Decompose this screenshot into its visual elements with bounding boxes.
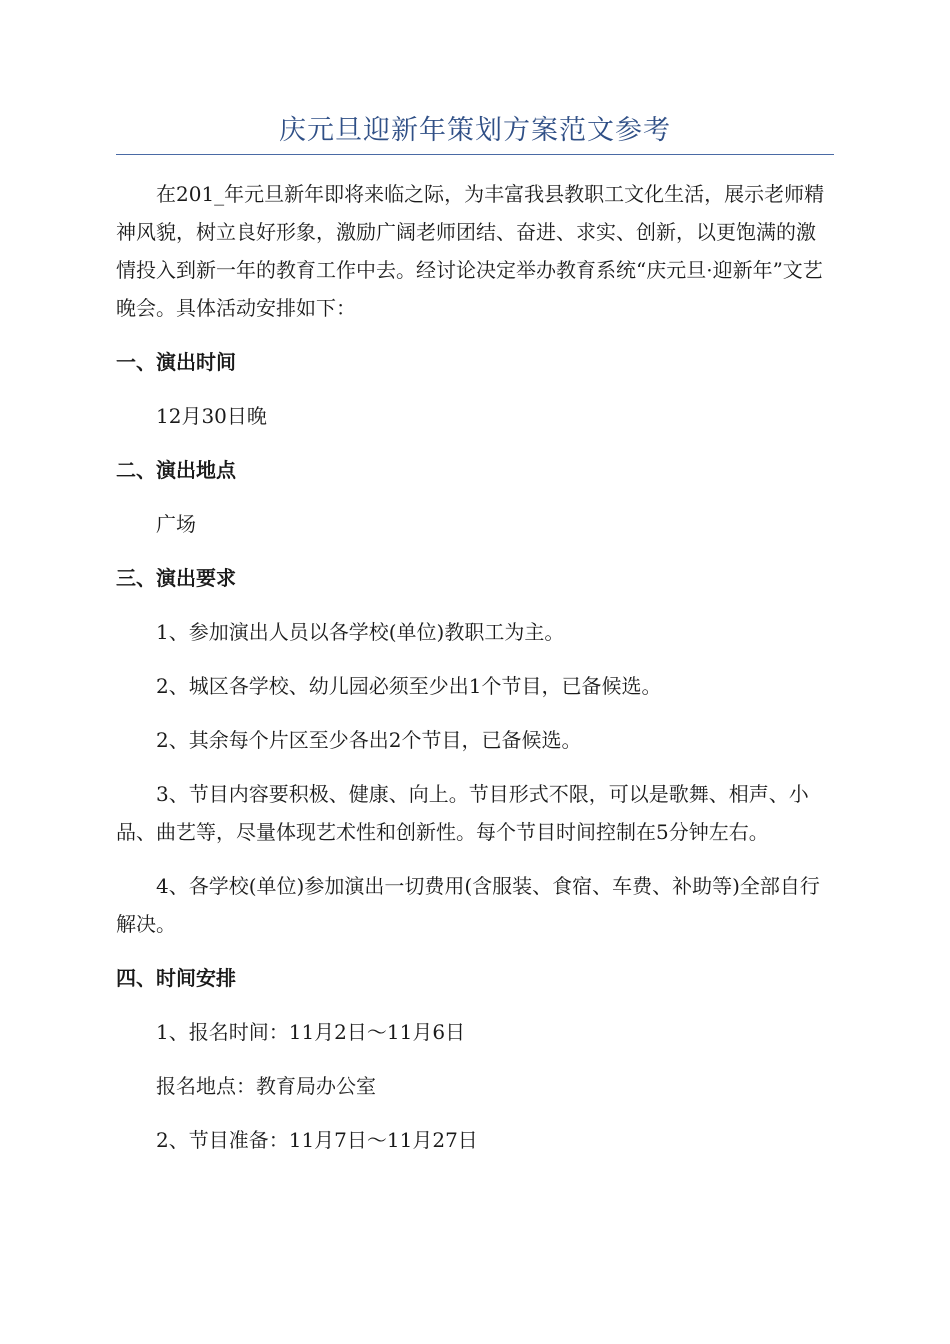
section-paragraph: 报名地点：教育局办公室 <box>156 1074 376 1098</box>
section-paragraph: 2、其余每个片区至少各出2个节目，已备候选。 <box>156 728 582 752</box>
section-paragraph: 1、报名时间：11月2日～11月6日 <box>156 1020 466 1044</box>
document-content <box>116 112 834 1159</box>
section-heading: 一、演出时间 <box>116 350 236 374</box>
section-paragraph: 4、各学校(单位)参加演出一切费用(含服装、食宿、车费、补助等)全部自行解决。 <box>116 874 820 936</box>
section-schedule <box>116 959 834 1159</box>
section-paragraph: 3、节目内容要积极、健康、向上。节目形式不限，可以是歌舞、相声、小品、曲艺等，尽量体现艺术性和创新性。每个节目时间控制在5分钟左右。 <box>116 782 809 844</box>
section-paragraph: 2、城区各学校、幼儿园必须至少出1个节目，已备候选。 <box>156 674 662 698</box>
section-paragraph: 广场 <box>156 512 196 536</box>
section-heading: 二、演出地点 <box>116 458 236 482</box>
section-paragraph: 12月30日晚 <box>156 404 267 428</box>
section-performance-requirements <box>116 559 834 943</box>
section-paragraph: 2、节目准备：11月7日～11月27日 <box>156 1128 478 1152</box>
document-title: 庆元旦迎新年策划方案范文参考 <box>116 112 834 155</box>
section-performance-time <box>116 343 834 435</box>
section-paragraph: 1、参加演出人员以各学校(单位)教职工为主。 <box>156 620 565 644</box>
section-heading: 四、时间安排 <box>116 966 236 990</box>
intro-paragraph: 在201_年元旦新年即将来临之际，为丰富我县教职工文化生活，展示老师精神风貌，树立良好形象，激励广阔老师团结、奋进、求实、创新，以更饱满的激情投入到新一年的教育工作中去。经讨论决定举办教育系统“庆元旦·迎新年”文艺晚会。具体活动安排如下： <box>116 182 825 320</box>
section-heading: 三、演出要求 <box>116 566 236 590</box>
section-performance-location <box>116 451 834 543</box>
